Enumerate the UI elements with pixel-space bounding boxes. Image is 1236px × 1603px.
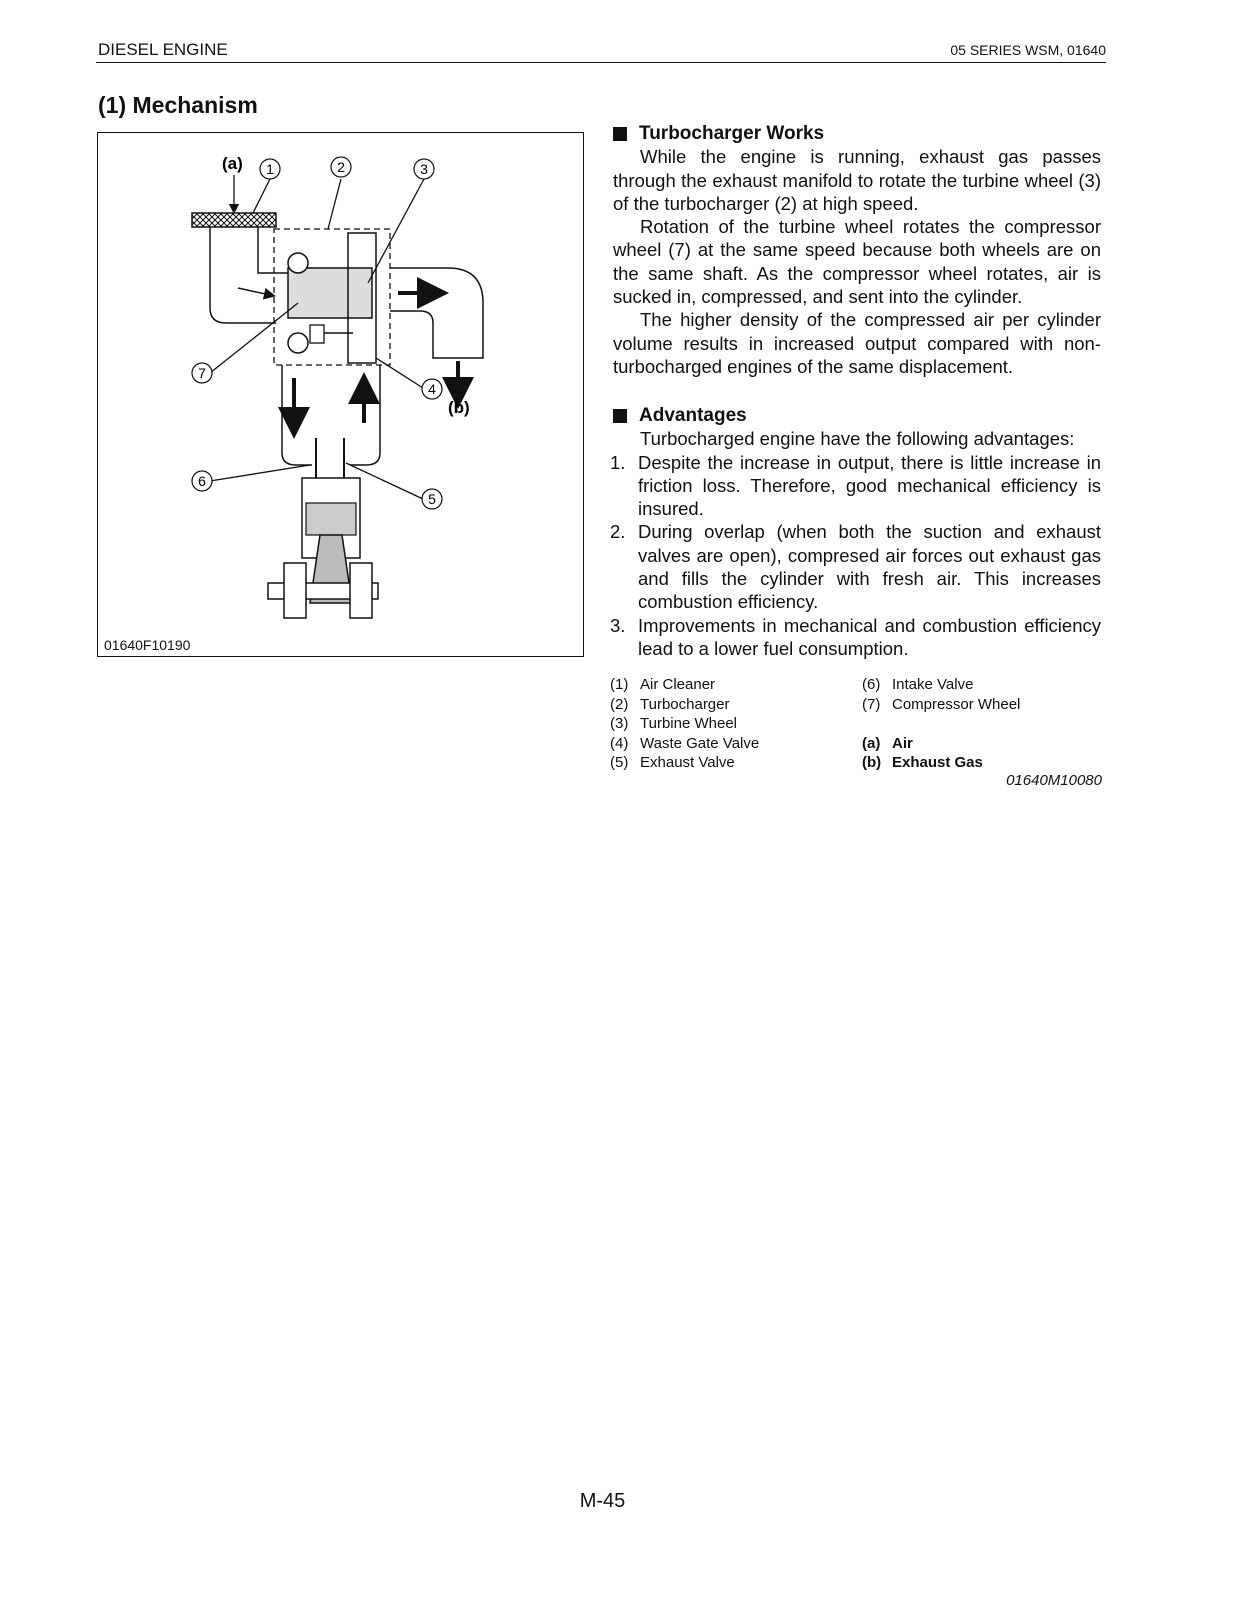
page-number: M-45 — [579, 1490, 626, 1512]
turbocharger-diagram — [97, 132, 584, 657]
paragraph-1: While the engine is running, exhaust gas passes through the exhaust manifold to rotate the turbine wheel (3) of the turbocharger (2) at high speed. — [613, 146, 1101, 214]
item-number: 3. — [610, 614, 626, 636]
item-text: Despite the increase in output, there is little increase in friction loss. Therefore, good mechanical efficiency is insured. — [638, 451, 1101, 520]
flow-label-a: (a) — [222, 154, 243, 173]
legend-item: (a) Air — [862, 734, 913, 752]
callout-5: 5 — [428, 491, 436, 507]
turbocharger-works-section — [613, 122, 1101, 378]
list-item — [610, 451, 1101, 521]
legend-item: (1) Air Cleaner — [610, 676, 716, 693]
figure-code: 01640F10190 — [104, 637, 191, 653]
legend-item: (7) Compressor Wheel — [862, 695, 1021, 713]
square-bullet-icon — [613, 127, 627, 141]
item-text: During overlap (when both the suction and exhaust valves are open), compresed air forces out exhaust gas and fills the cylinder with fresh air. This increases combustion efficiency. — [638, 521, 1101, 613]
item-text: Improvements in mechanical and combustion efficiency lead to a lower fuel consumption. — [638, 614, 1101, 659]
advantages-heading — [613, 404, 1101, 427]
legend-item: (b) Exhaust Gas — [862, 754, 983, 771]
legend-item: (4) Waste Gate Valve — [610, 734, 760, 752]
callout-7: 7 — [198, 365, 206, 381]
page-title: (1) Mechanism — [98, 92, 258, 118]
flow-label-b: (b) — [448, 398, 470, 417]
square-bullet-icon — [613, 409, 627, 423]
list-item — [610, 520, 1101, 613]
callout-4: 4 — [428, 381, 436, 397]
callout-2: 2 — [337, 159, 345, 175]
callout-3: 3 — [420, 161, 428, 177]
heading-text: Turbocharger Works — [639, 123, 825, 144]
legend-item: (5) Exhaust Valve — [610, 754, 735, 771]
callout-1: 1 — [266, 161, 274, 177]
air-cleaner-shape — [192, 213, 276, 227]
paragraph-3: The higher density of the compressed air per cylinder volume results in increased output compared with non-turbocharged engines of the same displacement. — [613, 309, 1101, 377]
legend-item: (6) Intake Valve — [862, 676, 974, 693]
paragraph-2: Rotation of the turbine wheel rotates the compressor wheel (7) at the same speed because both wheels are on the same shaft. As the compressor wheel rotates, air is sucked in, compressed, and sent into the cylinder. — [613, 216, 1101, 308]
header-section-title: DIESEL ENGINE — [98, 40, 228, 59]
item-number: 1. — [610, 451, 626, 473]
header-manual-code: 05 SERIES WSM, 01640 — [950, 42, 1106, 58]
advantages-list — [610, 451, 1101, 661]
advantages-section — [610, 404, 1101, 660]
heading-text: Advantages — [639, 405, 747, 426]
turbocharger-works-heading — [613, 122, 1101, 145]
header-rule — [96, 62, 1106, 63]
item-number: 2. — [610, 521, 626, 543]
diagram-drawing — [98, 133, 585, 658]
advantages-intro: Turbocharged engine have the following advantages: — [640, 428, 1075, 450]
legend-item: (3) Turbine Wheel — [610, 715, 737, 732]
document-code: 01640M10080 — [1006, 772, 1102, 789]
callout-6: 6 — [198, 473, 206, 489]
list-item — [610, 614, 1101, 661]
legend-item: (2) Turbocharger — [610, 695, 730, 713]
